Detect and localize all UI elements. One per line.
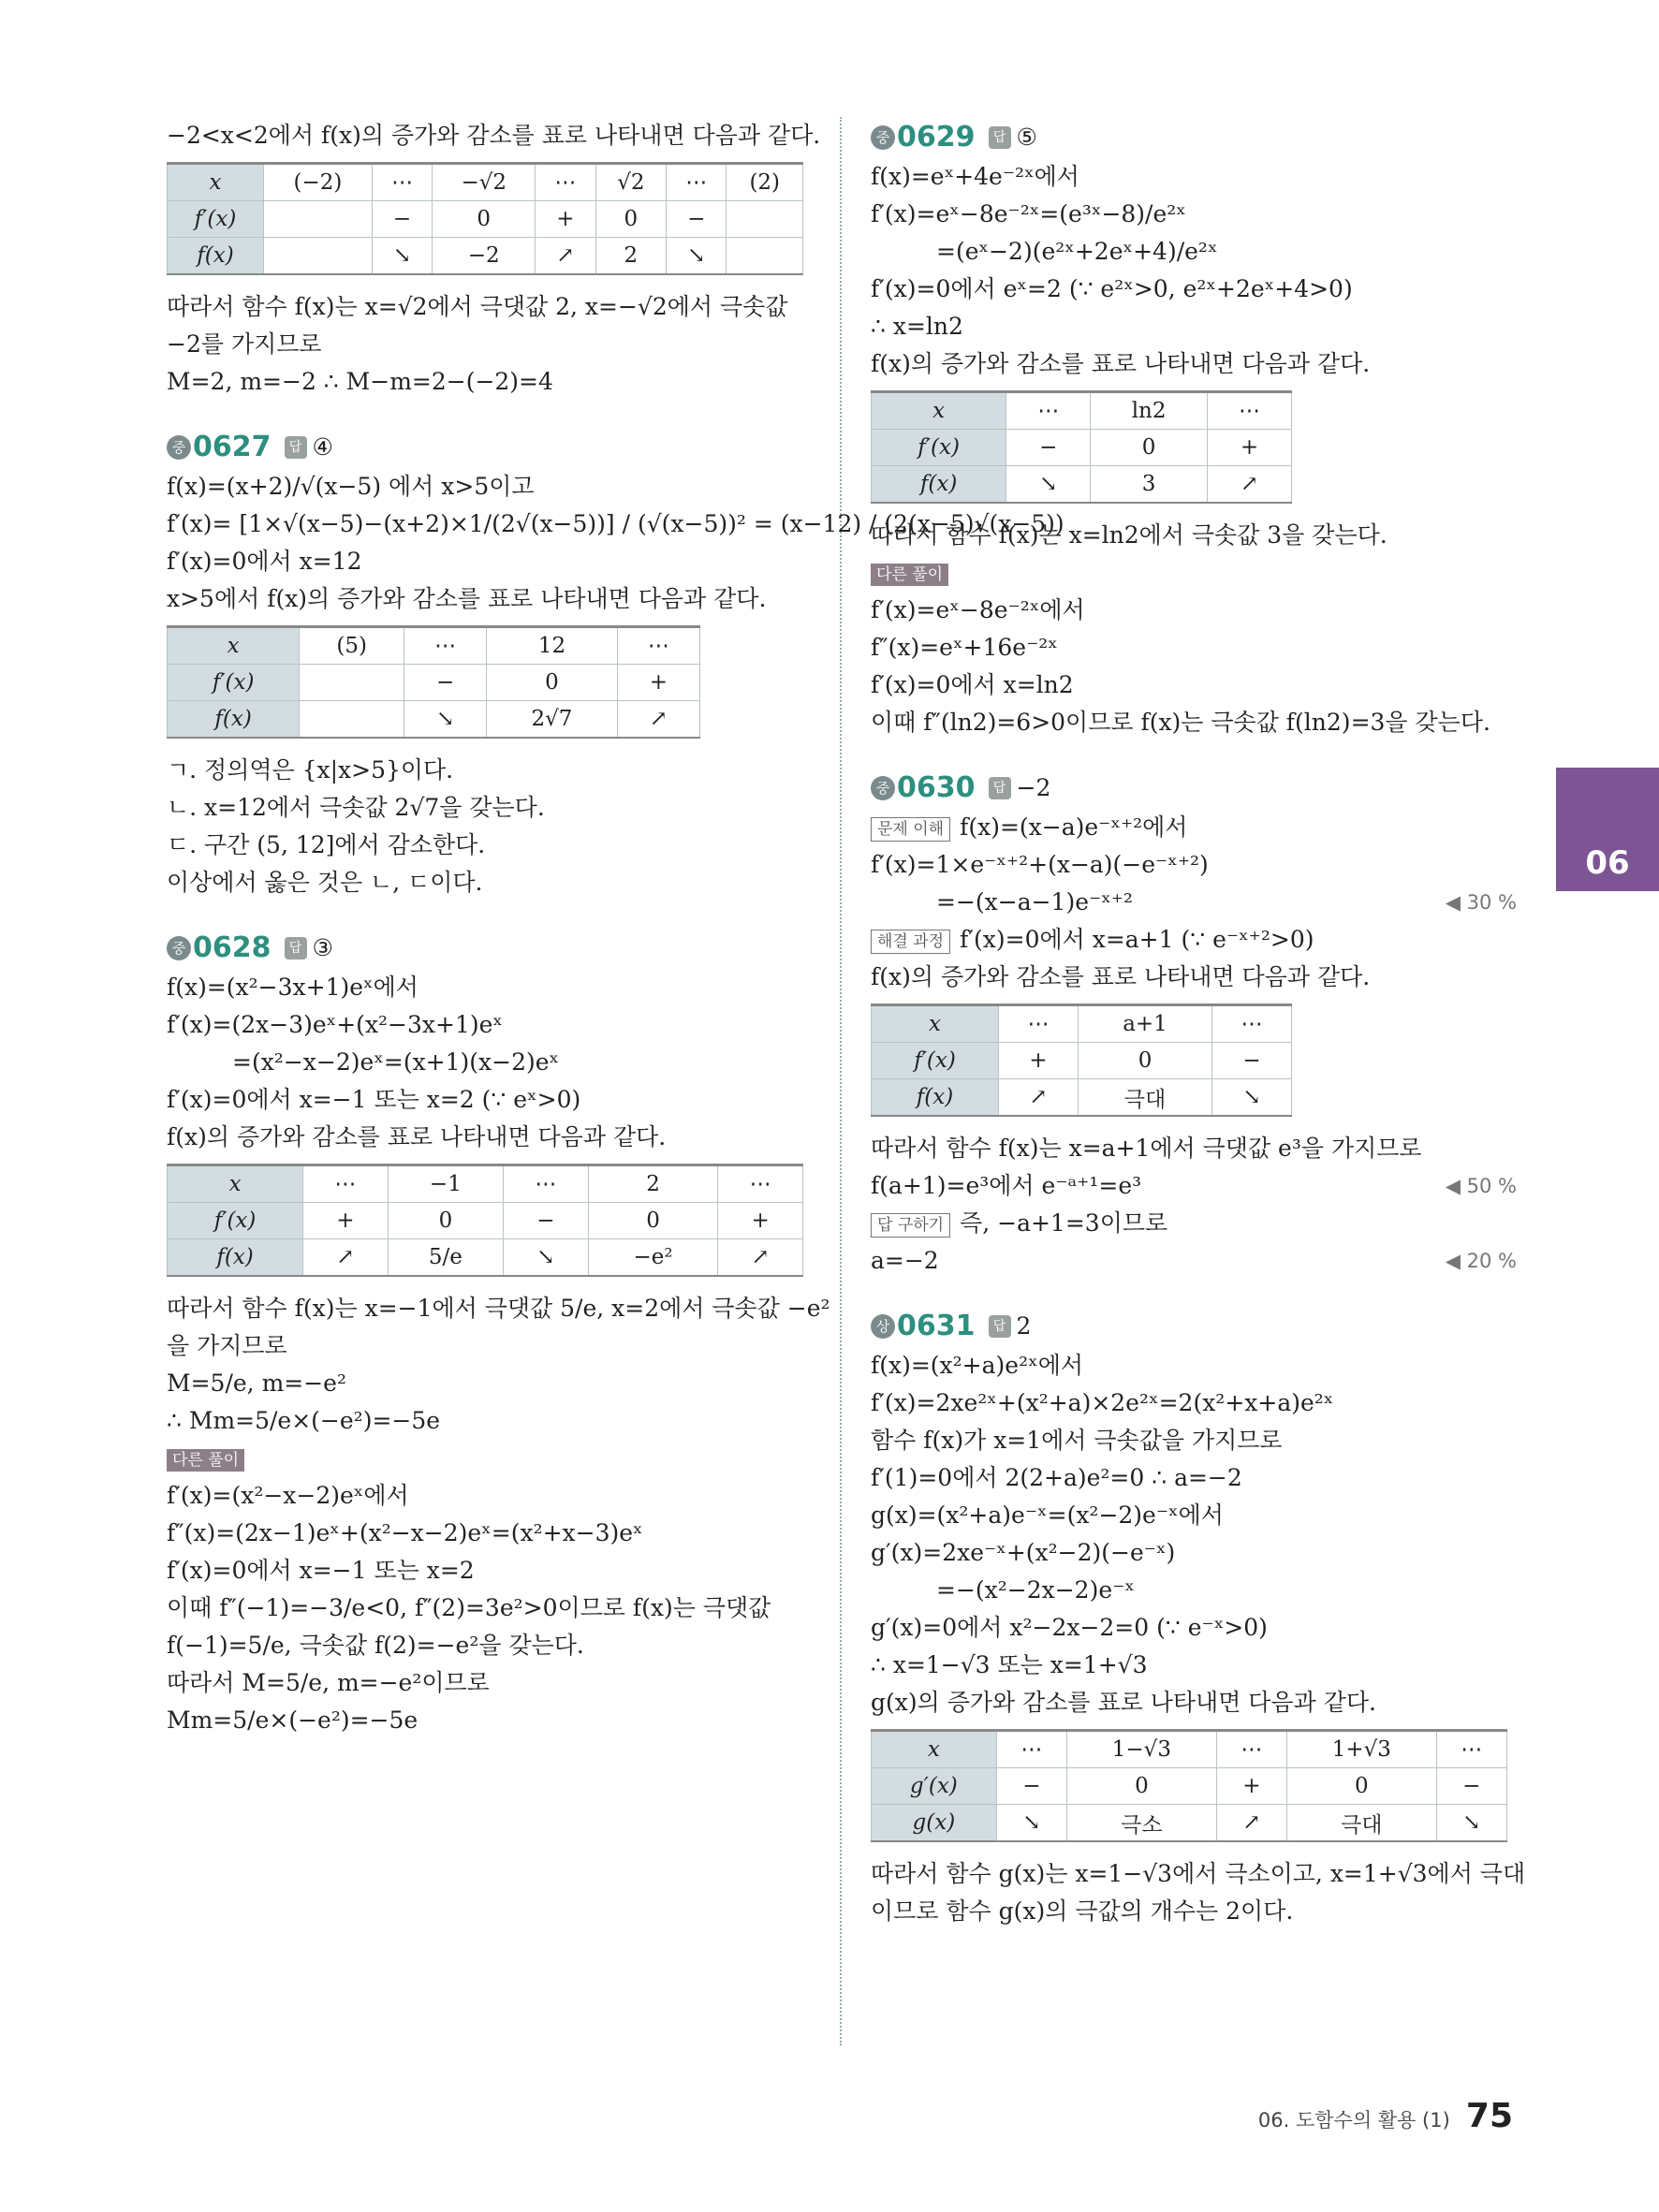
table-cell: 0 xyxy=(595,201,667,238)
solution-line: 따라서 함수 f(x)는 x=−1에서 극댓값 5/e, x=2에서 극솟값 −e² xyxy=(167,1295,830,1322)
column-divider xyxy=(840,117,842,2045)
table-cell: − xyxy=(1436,1768,1506,1805)
table-cell: ↗ xyxy=(718,1239,803,1277)
solution-line: f(−1)=5/e, 극솟값 f(2)=−e²을 갖는다. xyxy=(167,1632,584,1659)
level-badge: 중 xyxy=(167,936,191,960)
table-cell: ⋯ xyxy=(996,1731,1066,1768)
table-cell: + xyxy=(617,665,699,701)
solution-0627-b xyxy=(167,752,803,901)
answer-badge: 답 xyxy=(285,937,307,960)
table-row xyxy=(872,430,1292,466)
table-row xyxy=(168,701,700,739)
table-cell: ⋯ xyxy=(718,1165,803,1203)
solution-line: f′(x)=0에서 x=12 xyxy=(167,548,362,575)
solution-line: 이때 f″(−1)=−3/e<0, f″(2)=3e²>0이므로 f(x)는 극댓값 xyxy=(167,1594,771,1621)
row-header-cell: f(x) xyxy=(872,1079,999,1117)
row-header-cell: x xyxy=(168,1165,303,1203)
row-header-cell: f(x) xyxy=(168,238,264,275)
table-cell: (2) xyxy=(727,164,803,201)
formula: f(a+1)=e³에서 e⁻ᵃ⁺¹=e³ xyxy=(871,1172,1142,1199)
table-cell: ⋯ xyxy=(1216,1731,1286,1768)
solution-line: 따라서 함수 f(x)는 x=a+1에서 극댓값 e³을 가지므로 xyxy=(871,1135,1422,1162)
row-header-cell: f(x) xyxy=(872,466,1006,504)
row-header-cell: f′(x) xyxy=(872,430,1006,466)
solution-line: g′(x)=2xe⁻ˣ+(x²−2)(−e⁻ˣ) xyxy=(871,1539,1176,1566)
solution-line xyxy=(871,1242,1517,1280)
solution-line: f′(x)=(x²−x−2)eˣ에서 xyxy=(167,1482,409,1509)
solution-line: f′(x)=(2x−3)eˣ+(x²−3x+1)eˣ xyxy=(167,1011,504,1038)
solution-line: 따라서 함수 g(x)는 x=1−√3에서 극소이고, x=1+√3에서 극대 xyxy=(871,1860,1526,1887)
table-cell: + xyxy=(999,1043,1079,1079)
solution-line: f(x)의 증가와 감소를 표로 나타내면 다음과 같다. xyxy=(167,1123,667,1150)
table-cell: 0 xyxy=(433,201,536,238)
table-cell: ↘ xyxy=(996,1805,1066,1842)
table-cell: 0 xyxy=(1091,430,1208,466)
problem-0627-header xyxy=(167,427,803,468)
table-cell: 극대 xyxy=(1078,1079,1211,1117)
solution-line: ㄴ. x=12에서 극솟값 2√7을 갖는다. xyxy=(167,794,545,821)
solution-line: g(x)=(x²+a)e⁻ˣ=(x²−2)e⁻ˣ에서 xyxy=(871,1502,1224,1529)
table-row xyxy=(168,238,803,275)
solution-0628-c xyxy=(167,1477,803,1739)
table-row xyxy=(168,164,803,201)
solution-line xyxy=(871,921,1517,959)
table-row xyxy=(168,1203,803,1239)
table-row xyxy=(872,1043,1292,1079)
alt-solution-tag: 다른 풀이 xyxy=(167,1449,244,1472)
solution-line: g′(x)=0에서 x²−2x−2=0 (∵ e⁻ˣ>0) xyxy=(871,1614,1268,1641)
step-tag-understand: 문제 이해 xyxy=(871,817,950,842)
table-cell: − xyxy=(996,1768,1066,1805)
table-cell: − xyxy=(667,201,727,238)
table-cell: ↗ xyxy=(1216,1805,1286,1842)
table-cell: ↗ xyxy=(1207,466,1291,504)
row-header-cell: x xyxy=(168,627,300,665)
solution-0629-b xyxy=(871,517,1517,554)
row-header-cell: g(x) xyxy=(872,1805,997,1842)
solution-line: f(x)=(x+2)/√(x−5) 에서 x>5이고 xyxy=(167,473,535,500)
table-row xyxy=(168,201,803,238)
table-cell: ↘ xyxy=(1436,1805,1506,1842)
table-cell: ⋯ xyxy=(667,164,727,201)
solution-line: f′(1)=0에서 2(2+a)e²=0 ∴ a=−2 xyxy=(871,1464,1242,1491)
table-row xyxy=(168,1165,803,1203)
table-cell: ⋯ xyxy=(1207,392,1291,430)
answer-value: ④ xyxy=(312,433,333,461)
table-cell: − xyxy=(404,665,487,701)
table-cell: ⋯ xyxy=(372,164,432,201)
solution-line: 이므로 함수 g(x)의 극값의 개수는 2이다. xyxy=(871,1897,1294,1925)
solution-line: =(x²−x−2)eˣ=(x+1)(x−2)eˣ xyxy=(232,1048,560,1076)
solution-line: 따라서 함수 f(x)는 x=ln2에서 극솟값 3을 갖는다. xyxy=(871,521,1387,549)
sign-table-0629 xyxy=(871,390,1292,504)
solution-line: Mm=5/e×(−e²)=−5e xyxy=(167,1707,418,1734)
problem-0628-header xyxy=(167,928,803,969)
formula: =−(x−a−1)e⁻ˣ⁺² xyxy=(936,888,1134,916)
table-row xyxy=(168,627,700,665)
solution-0631-b xyxy=(871,1855,1526,1930)
score-percent: ◀ 30 % xyxy=(1445,891,1517,914)
solution-line: f′(x)=0에서 x=−1 또는 x=2 xyxy=(167,1557,475,1584)
answer-badge: 답 xyxy=(989,777,1011,799)
table-cell: 0 xyxy=(1287,1768,1437,1805)
table-cell: 0 xyxy=(388,1203,503,1239)
chapter-tab-label: 06 xyxy=(1585,844,1630,882)
solution-line: 이상에서 옳은 것은 ㄴ, ㄷ이다. xyxy=(167,869,483,896)
solution-line: ㄱ. 정의역은 {x|x>5}이다. xyxy=(167,756,454,784)
answer-badge: 답 xyxy=(285,436,307,459)
solution-line xyxy=(871,1205,1517,1242)
chapter-tab xyxy=(1556,768,1659,891)
problem-number: 0627 xyxy=(193,431,272,463)
intro-line: −2<x<2에서 f(x)의 증가와 감소를 표로 나타내면 다음과 같다. xyxy=(167,122,821,149)
table-cell: 2√7 xyxy=(487,701,618,739)
table-cell: ⋯ xyxy=(303,1165,389,1203)
table-row xyxy=(872,1731,1507,1768)
solution-line: f(x)의 증가와 감소를 표로 나타내면 다음과 같다. xyxy=(871,350,1371,377)
table-row xyxy=(872,1805,1507,1842)
answer-value: ⑤ xyxy=(1016,124,1037,151)
table-cell: + xyxy=(1216,1768,1286,1805)
row-header-cell: x xyxy=(872,1005,999,1043)
table-cell: ↗ xyxy=(536,238,595,275)
solution-line: f′(x)=eˣ−8e⁻²ˣ에서 xyxy=(871,596,1085,623)
solution-line: f′(x)=2xe²ˣ+(x²+a)×2e²ˣ=2(x²+x+a)e²ˣ xyxy=(871,1389,1334,1416)
table-cell xyxy=(264,238,373,275)
table-cell: + xyxy=(1207,430,1291,466)
row-header-cell: x xyxy=(168,164,264,201)
level-badge: 중 xyxy=(871,125,895,150)
answer-badge: 답 xyxy=(989,1315,1011,1338)
table-row xyxy=(872,392,1292,430)
solution-line xyxy=(871,809,1517,846)
table-cell: ↘ xyxy=(504,1239,589,1277)
page-number: 75 xyxy=(1465,2097,1513,2135)
table-cell: ↗ xyxy=(999,1079,1079,1117)
solution-line: M=2, m=−2 ∴ M−m=2−(−2)=4 xyxy=(167,368,553,395)
level-badge: 중 xyxy=(167,435,191,460)
table-cell: 1−√3 xyxy=(1067,1731,1217,1768)
table-cell: + xyxy=(303,1203,389,1239)
table-cell: ⋯ xyxy=(536,164,595,201)
solution-line: f″(x)=(2x−1)eˣ+(x²−x−2)eˣ=(x²+x−3)eˣ xyxy=(167,1519,643,1546)
row-header-cell: f(x) xyxy=(168,1239,303,1277)
answer-value: 2 xyxy=(1016,1312,1032,1340)
row-header-cell: f′(x) xyxy=(168,665,300,701)
table-cell: ⋯ xyxy=(617,627,699,665)
score-percent: ◀ 20 % xyxy=(1445,1250,1517,1272)
table-cell: ⋯ xyxy=(404,627,487,665)
solution-line: 함수 f(x)가 x=1에서 극솟값을 가지므로 xyxy=(871,1427,1283,1454)
solution-line: 이때 f″(ln2)=6>0이므로 f(x)는 극솟값 f(ln2)=3을 갖는다. xyxy=(871,709,1490,736)
row-header-cell: f′(x) xyxy=(168,1203,303,1239)
table-cell: 5/e xyxy=(388,1239,503,1277)
table-cell: − xyxy=(1212,1043,1292,1079)
solution-line: =−(x²−2x−2)e⁻ˣ xyxy=(936,1576,1135,1604)
solution-line: f′(x)= [1×√(x−5)−(x+2)×1/(2√(x−5))] / (√(x−5))² = (x−12) / (2(x−5)√(x−5)) xyxy=(167,510,1064,537)
table-cell: −1 xyxy=(388,1165,503,1203)
answer-value: ③ xyxy=(312,934,333,961)
table-cell xyxy=(727,238,803,275)
table-cell: −2 xyxy=(433,238,536,275)
solution-line: g(x)의 증가와 감소를 표로 나타내면 다음과 같다. xyxy=(871,1689,1376,1716)
table-cell: ↘ xyxy=(667,238,727,275)
solution-line: f′(x)=0에서 eˣ=2 (∵ e²ˣ>0, e²ˣ+2eˣ+4>0) xyxy=(871,275,1353,302)
table-cell: 0 xyxy=(1067,1768,1217,1805)
level-badge: 상 xyxy=(871,1314,895,1339)
table-cell: 2 xyxy=(595,238,667,275)
table-cell: ↘ xyxy=(1212,1079,1292,1117)
table-cell: 2 xyxy=(588,1165,718,1203)
solution-line: f′(x)=eˣ−8e⁻²ˣ=(e³ˣ−8)/e²ˣ xyxy=(871,200,1186,227)
solution-line: 따라서 함수 f(x)는 x=√2에서 극댓값 2, x=−√2에서 극솟값 xyxy=(167,293,788,320)
table-cell: a+1 xyxy=(1078,1005,1211,1043)
table-cell: 0 xyxy=(588,1203,718,1239)
table-cell: ↗ xyxy=(617,701,699,739)
solution-line: f(x)=(x²+a)e²ˣ에서 xyxy=(871,1352,1083,1379)
problem-0631-header xyxy=(871,1306,1517,1347)
table-cell: ln2 xyxy=(1091,392,1208,430)
level-badge: 중 xyxy=(871,776,895,800)
table-cell: − xyxy=(372,201,432,238)
row-header-cell: g′(x) xyxy=(872,1768,997,1805)
solution-line: −2를 가지므로 xyxy=(167,330,322,358)
table-cell: ↘ xyxy=(372,238,432,275)
solution-line: ㄷ. 구간 (5, 12]에서 감소한다. xyxy=(167,831,486,858)
page-footer xyxy=(1258,2097,1513,2135)
solution-line: f′(x)=1×e⁻ˣ⁺²+(x−a)(−e⁻ˣ⁺²) xyxy=(871,851,1209,878)
table-cell: 0 xyxy=(487,665,618,701)
solution-0629-c xyxy=(871,592,1517,741)
table-cell: − xyxy=(1006,430,1091,466)
sign-table-0628 xyxy=(167,1164,803,1277)
table-cell: + xyxy=(536,201,595,238)
problem-number: 0629 xyxy=(897,121,976,154)
problem-number: 0628 xyxy=(193,931,272,964)
problem-number: 0631 xyxy=(897,1310,976,1342)
row-header-cell: x xyxy=(872,392,1006,430)
table-row xyxy=(872,1768,1507,1805)
conclusion-1 xyxy=(167,288,803,401)
table-cell: 3 xyxy=(1091,466,1208,504)
table-cell: 0 xyxy=(1078,1043,1211,1079)
alt-solution-tag: 다른 풀이 xyxy=(871,564,948,586)
table-cell xyxy=(264,201,373,238)
table-cell: − xyxy=(504,1203,589,1239)
problem-number: 0630 xyxy=(897,771,976,804)
step-tag-answer: 답 구하기 xyxy=(871,1213,950,1238)
table-cell: −√2 xyxy=(433,164,536,201)
solution-0628-a xyxy=(167,969,803,1156)
table-cell xyxy=(300,665,404,701)
solution-line: M=5/e, m=−e² xyxy=(167,1370,346,1397)
table-row xyxy=(872,466,1292,504)
table-cell xyxy=(727,201,803,238)
solution-0628-b xyxy=(167,1290,830,1440)
table-row xyxy=(872,1005,1292,1043)
sign-table-0631 xyxy=(871,1729,1507,1842)
score-percent: ◀ 50 % xyxy=(1445,1175,1517,1197)
row-header-cell: x xyxy=(872,1731,997,1768)
solution-line: 을 가지므로 xyxy=(167,1332,287,1359)
problem-0630-header xyxy=(871,768,1517,809)
table-cell: (5) xyxy=(300,627,404,665)
answer-value: −2 xyxy=(1016,774,1051,801)
formula: f(x)=(x−a)e⁻ˣ⁺²에서 xyxy=(960,813,1188,841)
solution-0629-a xyxy=(871,158,1517,383)
formula: a=−2 xyxy=(871,1247,939,1274)
solution-line: ∴ Mm=5/e×(−e²)=−5e xyxy=(167,1407,441,1434)
table-cell: ⋯ xyxy=(504,1165,589,1203)
table-cell xyxy=(300,701,404,739)
table-row xyxy=(872,1079,1292,1117)
solution-line: f′(x)=0에서 x=ln2 xyxy=(871,671,1074,698)
formula: 즉, −a+1=3이므로 xyxy=(960,1209,1168,1237)
table-cell: + xyxy=(718,1203,803,1239)
solution-line: =(eˣ−2)(e²ˣ+2eˣ+4)/e²ˣ xyxy=(936,238,1218,265)
table-cell: √2 xyxy=(595,164,667,201)
right-column xyxy=(871,117,1526,1930)
table-cell: ⋯ xyxy=(1436,1731,1506,1768)
table-cell: ↘ xyxy=(404,701,487,739)
solution-line: f′(x)=0에서 x=−1 또는 x=2 (∵ eˣ>0) xyxy=(167,1086,581,1113)
table-cell: ↗ xyxy=(303,1239,389,1277)
sign-table-1 xyxy=(167,162,803,275)
table-cell: 극소 xyxy=(1067,1805,1217,1842)
table-cell: ⋯ xyxy=(1006,392,1091,430)
solution-line xyxy=(871,884,1517,921)
table-cell: (−2) xyxy=(264,164,373,201)
problem-0629-header xyxy=(871,117,1517,158)
solution-line: f″(x)=eˣ+16e⁻²ˣ xyxy=(871,634,1058,661)
solution-line: f(x)=(x²−3x+1)eˣ에서 xyxy=(167,974,418,1001)
solution-line: ∴ x=1−√3 또는 x=1+√3 xyxy=(871,1651,1148,1678)
solution-line: ∴ x=ln2 xyxy=(871,313,963,340)
table-cell: 극대 xyxy=(1287,1805,1437,1842)
sign-table-0627 xyxy=(167,625,700,739)
answer-badge: 답 xyxy=(989,126,1011,149)
row-header-cell: f′(x) xyxy=(872,1043,999,1079)
table-cell: 12 xyxy=(487,627,618,665)
table-cell: ↘ xyxy=(1006,466,1091,504)
formula: f′(x)=0에서 x=a+1 (∵ e⁻ˣ⁺²>0) xyxy=(960,926,1314,953)
table-cell: −e² xyxy=(588,1239,718,1277)
solution-0631-a xyxy=(871,1347,1517,1721)
table-row xyxy=(168,1239,803,1277)
chapter-title: 06. 도함수의 활용 (1) xyxy=(1257,2109,1450,2131)
table-cell: ⋯ xyxy=(999,1005,1079,1043)
row-header-cell: f′(x) xyxy=(168,201,264,238)
solution-line xyxy=(871,1167,1517,1205)
solution-line: 따라서 M=5/e, m=−e²이므로 xyxy=(167,1669,490,1696)
step-tag-process: 해결 과정 xyxy=(871,930,950,954)
table-cell: ⋯ xyxy=(1212,1005,1292,1043)
table-cell: 1+√3 xyxy=(1287,1731,1437,1768)
table-row xyxy=(168,665,700,701)
solution-line: f(x)의 증가와 감소를 표로 나타내면 다음과 같다. xyxy=(871,963,1371,990)
solution-line: f(x)=eˣ+4e⁻²ˣ에서 xyxy=(871,163,1079,190)
row-header-cell: f(x) xyxy=(168,701,300,739)
sign-table-0630 xyxy=(871,1003,1292,1117)
solution-line: x>5에서 f(x)의 증가와 감소를 표로 나타내면 다음과 같다. xyxy=(167,585,767,612)
